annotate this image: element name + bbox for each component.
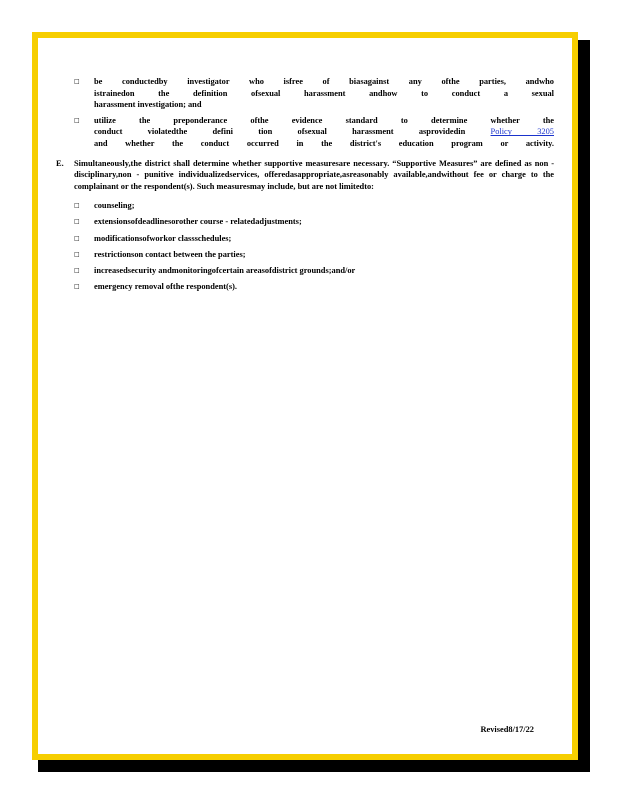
document-page bbox=[32, 32, 578, 760]
supportive-measures-paragraph: Simultaneously,the district shall determine whether supportive measuresare necessary. “Supportive Measures” are defined as non - disciplinary,non - punitive individualizedservices, offeredasappropriate,asreasonably available,andwithout fee or charge to the complainant or the respondent(s). Such measuresmay include, but are not limitedto: bbox=[74, 158, 554, 191]
list-item-text: counseling; bbox=[94, 201, 135, 211]
bullet-icon: □ bbox=[74, 116, 80, 124]
list-item bbox=[56, 233, 554, 245]
list-item-text: modificationsofworkor classschedules; bbox=[94, 233, 232, 243]
list-item-text: restrictionson contact between the parties; bbox=[94, 249, 246, 259]
revision-date: Revised8/17/22 bbox=[480, 725, 534, 734]
list-item bbox=[56, 216, 554, 228]
list-item-line: harassment investigation; and bbox=[94, 100, 202, 110]
list-item-line bbox=[94, 126, 554, 138]
bullet-icon: □ bbox=[74, 202, 80, 210]
list-item bbox=[56, 76, 554, 111]
list-item-line: and whether the conduct occurred in the district's education program or activity. bbox=[94, 138, 554, 148]
list-item-line: istrainedon the definition ofsexual harassment andhow to conduct a sexual bbox=[94, 88, 554, 98]
list-item bbox=[56, 249, 554, 261]
list-item-text: conduct violatedthe defini tion ofsexual harassment asprovidedin bbox=[94, 127, 466, 137]
list-item-text: increasedsecurity andmonitoringofcertain areasofdistrict grounds;and/or bbox=[94, 265, 356, 275]
section-letter: E. bbox=[56, 158, 64, 168]
section-e bbox=[56, 158, 554, 193]
bullet-icon: □ bbox=[74, 234, 80, 242]
bullet-icon: □ bbox=[74, 78, 80, 85]
list-item bbox=[56, 265, 554, 277]
list-item-line: utilize the preponderance ofthe evidence standard to determine whether the bbox=[94, 115, 554, 125]
page-content bbox=[56, 76, 554, 297]
list-item bbox=[56, 281, 554, 293]
list-item-text: emergency removal ofthe respondent(s). bbox=[94, 281, 237, 291]
bullet-icon: □ bbox=[74, 282, 80, 290]
supportive-measures-list bbox=[56, 200, 554, 292]
bullet-icon: □ bbox=[74, 218, 80, 226]
list-item bbox=[56, 115, 554, 150]
policy-3205-link[interactable]: Policy 3205 bbox=[490, 127, 554, 137]
list-item-text: extensionsofdeadlinesorother course - relatedadjustments; bbox=[94, 217, 302, 227]
list-item bbox=[56, 200, 554, 212]
investigator-requirements-list bbox=[56, 76, 554, 150]
bullet-icon: □ bbox=[74, 250, 80, 258]
bullet-icon: □ bbox=[74, 266, 80, 274]
list-item-line: be conductedby investigator who isfree of biasagainst any ofthe parties, andwho bbox=[94, 77, 554, 86]
